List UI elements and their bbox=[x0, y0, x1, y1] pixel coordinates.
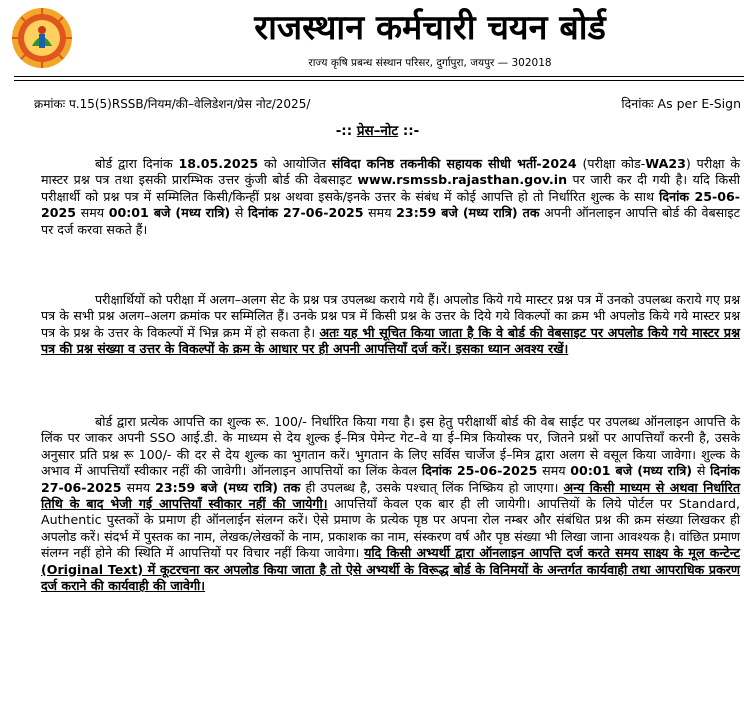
board-title: राजस्थान कर्मचारी चयन बोर्ड bbox=[254, 8, 606, 48]
paragraph-exam-notice: बोर्ड द्वारा दिनांक 18.05.2025 को आयोजित संविदा कनिष्ठ तकनीकी सहायक सीधी भर्ती-2024 (परीक्षा कोड-WA23) परीक्षा के मास्टर प्रश्न पत्र तथा इसकी प्रारम्भिक उत्तर कुंजी बोर्ड की वेबसाइट www.rsmssb.rajasthan.gov.in पर जारी कर दी गयी है। यदि किसी परीक्षार्थी को प्रश्न पत्र में सम्मिलित किसी/किन्हीं प्रश्न अथवा इसके/इनके उत्तर के संबंध में कोई आपत्ति हो तो निर्धारित शुल्क के साथ दिनांक 25-06-2025 समय 00:01 बजे (मध्य रात्रि) से दिनांक 27-06-2025 समय 23:59 बजे (मध्य रात्रि) तक अपनी ऑनलाइन आपत्ति बोर्ड की वेबसाइट पर दर्ज करवा सकते हैं। bbox=[41, 156, 740, 237]
board-address: राज्य कृषि प्रबन्ध संस्थान परिसर, दुर्गापुरा, जयपुर — 302018 bbox=[308, 57, 552, 69]
heading-suffix: ::- bbox=[398, 123, 420, 139]
rssb-emblem-logo bbox=[10, 6, 74, 70]
header-divider bbox=[14, 76, 744, 77]
heading-label: प्रेस–नोट bbox=[356, 123, 399, 139]
date-text: दिनांकः As per E-Sign bbox=[621, 96, 741, 111]
heading-prefix: -:: bbox=[335, 123, 357, 139]
paragraph-question-sets: परीक्षार्थियों को परीक्षा में अलग–अलग सेट के प्रश्न पत्र उपलब्ध कराये गये हैं। अपलोड किये गये मास्टर प्रश्न पत्र में उनको उपलब्ध कराये गए प्रश्न पत्र के सभी प्रश्न अलग–अलग क्रमांक पर सम्मिलित हैं। उनके प्रश्न पत्र में किसी प्रश्न के उत्तर के दिये गये विकल्पों का क्रम भी अपलोड किये गये मास्टर प्रश्न पत्र के प्रश्न के उत्तर के विकल्पों में भिन्न क्रम में हो सकता है। अतः यह भी सूचित किया जाता है कि वे बोर्ड की वेबसाइट पर अपलोड किये गये मास्टर प्रश्न पत्र की प्रश्न संख्या व उत्तर के विकल्पों के क्रम के आधार पर ही अपनी आपत्तियाँ दर्ज करें। इसका ध्यान अवश्य रखें। bbox=[41, 292, 740, 357]
header-divider-bottom bbox=[14, 80, 744, 81]
reference-number: क्रमांकः प.15(5)RSSB/नियम/की–वेलिडेशन/प्रेस नोट/2025/ bbox=[34, 97, 311, 111]
press-note-heading bbox=[0, 122, 755, 140]
paragraph-objection-fee: बोर्ड द्वारा प्रत्येक आपत्ति का शुल्क रू. 100/- निर्धारित किया गया है। इस हेतु परीक्षार्थी बोर्ड की वेब साईट पर उपलब्ध ऑनलाइन आपत्ति के लिंक पर जाकर अपनी SSO आई.डी. के माध्यम से देय शुल्क ई–मित्र पेमेन्ट गेट–वे या ई–मित्र कियोस्क पर, जितने प्रश्नों पर आपत्तियाँ करनी है, उसके अनुसार प्रति प्रश्न रू 100/- की दर से देय शुल्क का भुगतान करें। भुगतान के लिए सर्विस चार्जेज ई–मित्र द्वारा अलग से वसूल किया जावेगा। शुल्क के अभाव में आपत्तियाँ स्वीकार नहीं की जावेगी। ऑनलाइन आपत्तियों का लिंक केवल दिनांक 25-06-2025 समय 00:01 बजे (मध्य रात्रि) से दिनांक 27-06-2025 समय 23:59 बजे (मध्य रात्रि) तक ही उपलब्ध है, उसके पश्चात् लिंक निष्क्रिय हो जाएगा। अन्य किसी माध्यम से अथवा निर्धारित तिथि के बाद भेजी गई आपत्तियाँ स्वीकार नहीं की जायेगी। आपत्तियाँ केवल एक बार ही ली जायेगी। आपत्तियों के लिये पोर्टल पर Standard, Authentic पुस्तकों के प्रमाण ही ऑनलाईन संलग्न करें। ऐसे प्रमाण के प्रत्येक पृष्ठ पर अपना रोल नम्बर और संबंधित प्रश्न की क्रम संख्या लिखकर ही अपलोड करें। संदर्भ में पुस्तक का नाम, लेखक/लेखकों के नाम, प्रकाशक का नाम, संस्करण वर्ष और पृष्ठ संख्या भी लिखा जाना आवश्यक है। वांछित प्रमाण संलग्न नहीं होने की स्थिति में आपत्तियों पर विचार नहीं किया जावेगा। यदि किसी अभ्यर्थी द्वारा ऑनलाइन आपत्ति दर्ज करते समय साक्ष्य के मूल कन्टेन्ट (Original Text) में कूटरचना कर अपलोड किया जाता है तो ऐसे अभ्यर्थी के विरूद्ध बोर्ड के विनिमयों के अन्तर्गत कार्यवाही तथा आपराधिक प्रकरण दर्ज कराने की कार्यवाही की जावेगी। bbox=[41, 414, 740, 594]
